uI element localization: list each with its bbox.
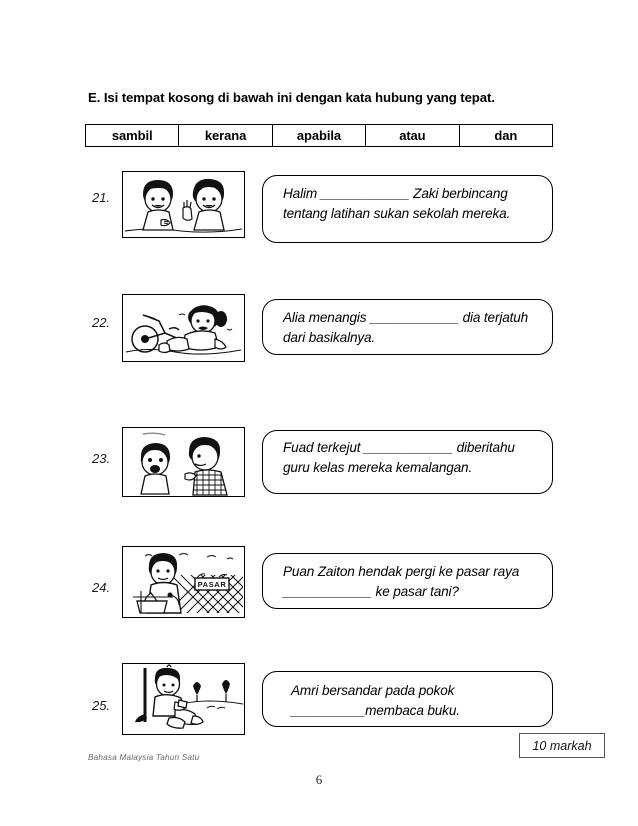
word-bank-cell-atau: atau: [366, 125, 459, 147]
section-heading: E. Isi tempat kosong di bawah ini dengan kata hubung yang tepat.: [88, 90, 495, 105]
answer-box-25[interactable]: [262, 671, 553, 727]
answer-box-21[interactable]: [262, 175, 553, 243]
word-bank-cell-sambil: sambil: [86, 125, 179, 147]
answer-box-24[interactable]: [262, 553, 553, 609]
illustration-22-girl-fallen-from-bicycle: [122, 294, 245, 362]
word-bank-cell-apabila: apabila: [272, 125, 365, 147]
marks-box: [519, 733, 605, 758]
word-bank-row: [86, 125, 553, 147]
question-number-25: 25.: [92, 698, 111, 713]
word-bank-cell-kerana: kerana: [179, 125, 272, 147]
page-number: 6: [315, 772, 323, 787]
question-text-21: Halim ____________ Zaki berbincang tentang latihan sukan sekolah mereka.: [283, 186, 511, 221]
answer-box-23[interactable]: [262, 430, 553, 494]
word-bank-table: [85, 124, 553, 147]
marks-label: 10 markah: [532, 738, 592, 753]
illustration-24-woman-at-market-pasar-sign: [122, 546, 245, 618]
footer-subject-label: Bahasa Malaysia Tahun Satu: [88, 753, 200, 762]
illustration-25-boy-reading-under-tree: [122, 663, 245, 735]
answer-box-22[interactable]: [262, 299, 553, 355]
question-number-21: 21.: [92, 190, 111, 205]
question-number-22: 22.: [92, 315, 111, 330]
question-text-25: Amri bersandar pada pokok __________membaca buku.: [291, 683, 460, 718]
question-text-24: Puan Zaiton hendak pergi ke pasar raya ____________ ke pasar tani?: [283, 564, 520, 599]
question-text-22: Alia menangis ____________ dia terjatuh dari basikalnya.: [283, 310, 529, 345]
question-text-23: Fuad terkejut ____________ diberitahu guru kelas mereka kemalangan.: [283, 440, 515, 475]
svg-text:PASAR: PASAR: [197, 580, 227, 589]
question-number-23: 23.: [92, 451, 111, 466]
word-bank-cell-dan: dan: [494, 127, 518, 143]
question-number-24: 24.: [92, 580, 111, 595]
illustration-23-boy-surprised-with-friend: [122, 427, 245, 497]
illustration-21-two-boys-talking: [122, 171, 245, 238]
